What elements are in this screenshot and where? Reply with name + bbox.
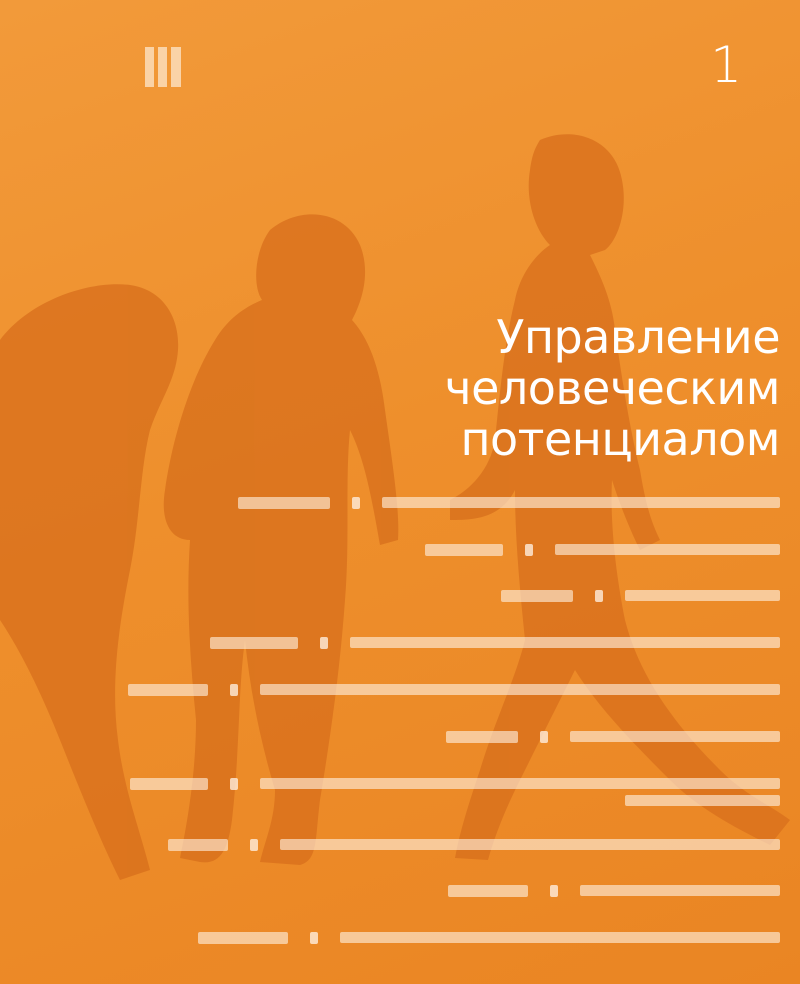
- toc-article-title: [260, 778, 780, 812]
- toc-page-number: [595, 590, 603, 602]
- toc-page-number: [230, 778, 238, 790]
- toc-page-number: [310, 932, 318, 944]
- toc-article-title-line: [260, 684, 780, 695]
- toc-article-title: [280, 839, 780, 856]
- toc-author: [210, 637, 298, 649]
- toc-entry: [425, 544, 780, 561]
- toc-article-title: [555, 544, 780, 561]
- cover-title-line-2: человеческим: [444, 361, 780, 415]
- toc-entry: [448, 885, 780, 902]
- toc-article-title-line: [570, 731, 780, 742]
- toc-author: [128, 684, 208, 696]
- toc-page-number: [540, 731, 548, 743]
- toc-entry: [446, 731, 780, 748]
- cover-title-line-3: потенциалом: [460, 412, 780, 466]
- toc-author: [446, 731, 518, 743]
- toc-article-title: [570, 731, 780, 748]
- toc-entry: [198, 932, 780, 949]
- toc-article-title-line: [625, 590, 780, 601]
- toc-page-number: [525, 544, 533, 556]
- toc-article-title: [350, 637, 780, 654]
- toc-page-number: [550, 885, 558, 897]
- toc-entry: [128, 684, 780, 701]
- toc-entry: [130, 778, 780, 812]
- toc-page-number: [250, 839, 258, 851]
- toc-article-title: [382, 497, 780, 514]
- toc-author: [425, 544, 503, 556]
- toc-entry: [210, 637, 780, 654]
- toc-author: [168, 839, 228, 851]
- toc-entry: [238, 497, 780, 514]
- issue-number: 1: [710, 36, 742, 94]
- toc-author: [448, 885, 528, 897]
- toc-article-title-line: [382, 497, 780, 508]
- toc-page-number: [230, 684, 238, 696]
- toc-article-title-line: [555, 544, 780, 555]
- toc-page-number: [320, 637, 328, 649]
- toc-entry: [501, 590, 780, 607]
- toc-page-number: [352, 497, 360, 509]
- toc-entry: [168, 839, 780, 856]
- cover-title-line-1: Управление: [496, 310, 780, 364]
- toc-article-title-line: [625, 795, 780, 806]
- toc-article-title-line: [350, 637, 780, 648]
- toc-author: [198, 932, 288, 944]
- toc-article-title-line: [280, 839, 780, 850]
- toc-article-title: [625, 590, 780, 607]
- toc-author: [238, 497, 330, 509]
- toc-author: [130, 778, 208, 790]
- toc-author: [501, 590, 573, 602]
- toc-article-title: [340, 932, 780, 949]
- toc-article-title-line: [340, 932, 780, 943]
- toc-article-title: [260, 684, 780, 701]
- toc-article-title-line: [580, 885, 780, 896]
- toc-article-title: [580, 885, 780, 902]
- toc-article-title-line: [260, 778, 780, 789]
